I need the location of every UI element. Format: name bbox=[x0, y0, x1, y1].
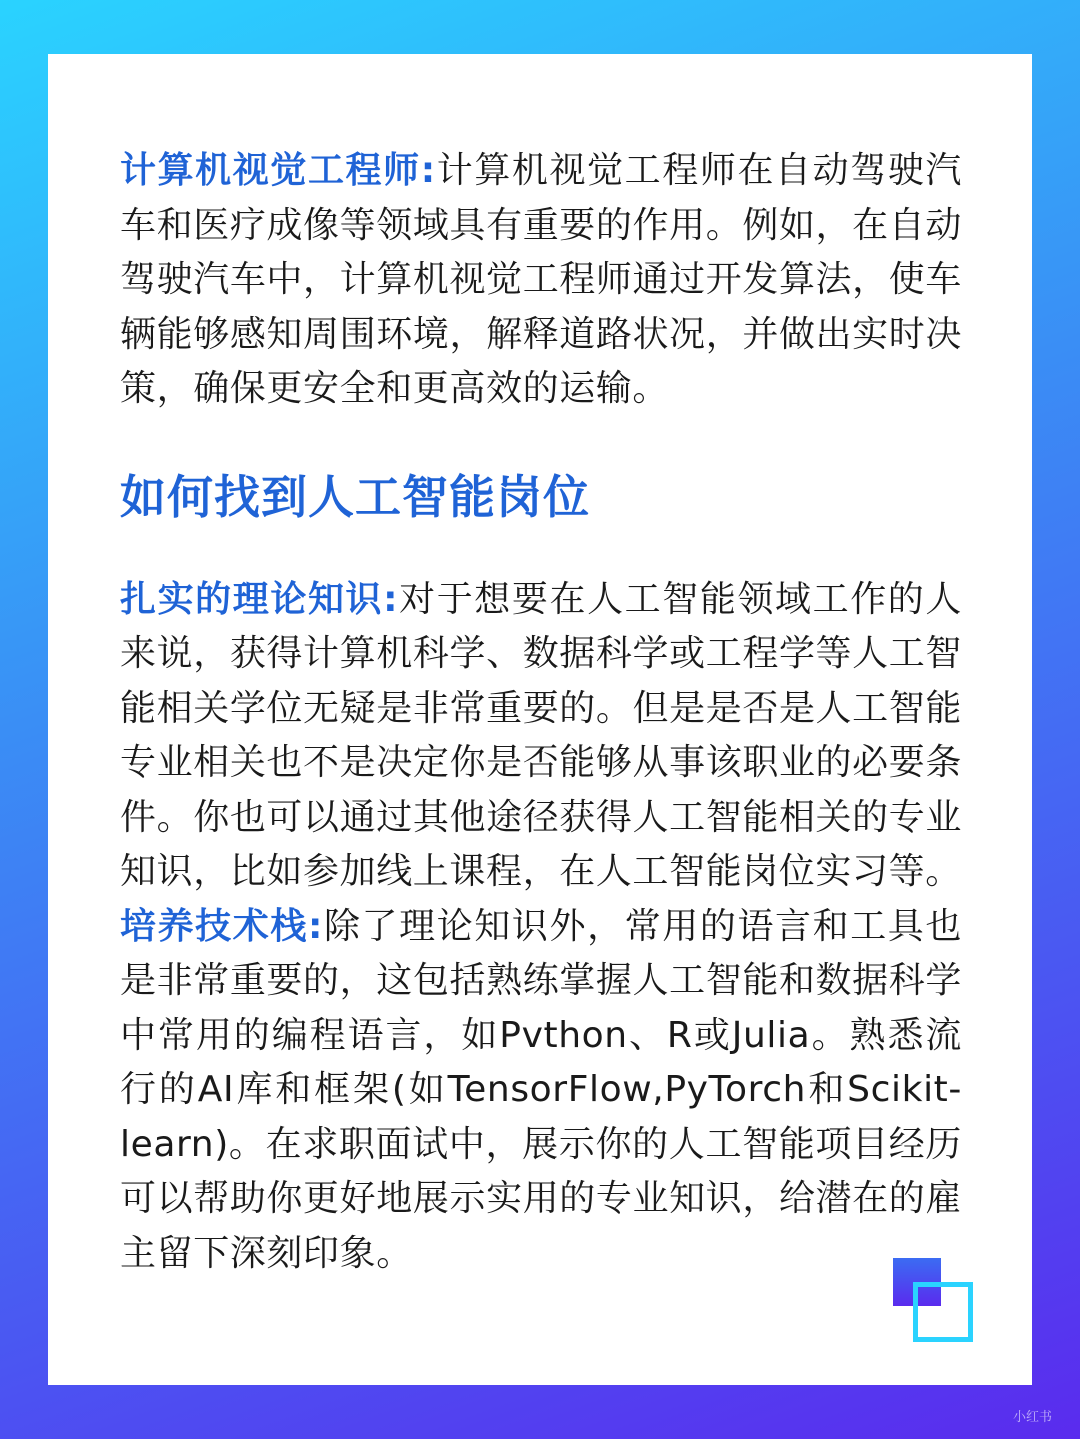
section-heading: 如何找到人工智能岗位 bbox=[120, 469, 590, 524]
decorative-squares-icon bbox=[893, 1258, 983, 1354]
paragraph-tech-stack bbox=[120, 900, 962, 1282]
outline-square-icon bbox=[913, 1282, 973, 1342]
paragraph-lead: 培养技术栈: bbox=[120, 905, 323, 947]
paragraph-text: 对于想要在人工智能领域工作的人来说，获得计算机科学、数据科学或工程学等人工智能相关学位无疑是非常重要的。但是是否是人工智能专业相关也不是决定你是否能够从事该职业的必要条件。你也可以通过其他途径获得人工智能相关的专业知识，比如参加线上课程，在人工智能岗位实习等。 bbox=[120, 578, 962, 892]
article-body bbox=[120, 144, 962, 1281]
paragraph-lead: 扎实的理论知识: bbox=[120, 578, 399, 620]
content-card bbox=[48, 54, 1032, 1385]
paragraph-text: 计算机视觉工程师在自动驾驶汽车和医疗成像等领域具有重要的作用。例如，在自动驾驶汽车中，计算机视觉工程师通过开发算法，使车辆能够感知周围环境，解释道路状况，并做出实时决策，确保更安全和更高效的运输。 bbox=[120, 150, 963, 409]
paragraph-theory-knowledge bbox=[120, 573, 962, 900]
paragraph-text: 除了理论知识外，常用的语言和工具也是非常重要的，这包括熟练掌握人工智能和数据科学中常用的编程语言，如Pvthon、R或Julia。熟悉流行的AI库和框架(如TensorFlow,PyTorch和Scikit-learn)。在求职面试中，展示你的人工智能项目经历可以帮助你更好地展示实用的专业知识，给潜在的雇主留下深刻印象。 bbox=[120, 905, 962, 1274]
paragraph-lead: 计算机视觉工程师: bbox=[120, 150, 436, 191]
watermark: 小红书 bbox=[1012, 1410, 1052, 1425]
paragraph-computer-vision-engineer bbox=[120, 144, 962, 417]
